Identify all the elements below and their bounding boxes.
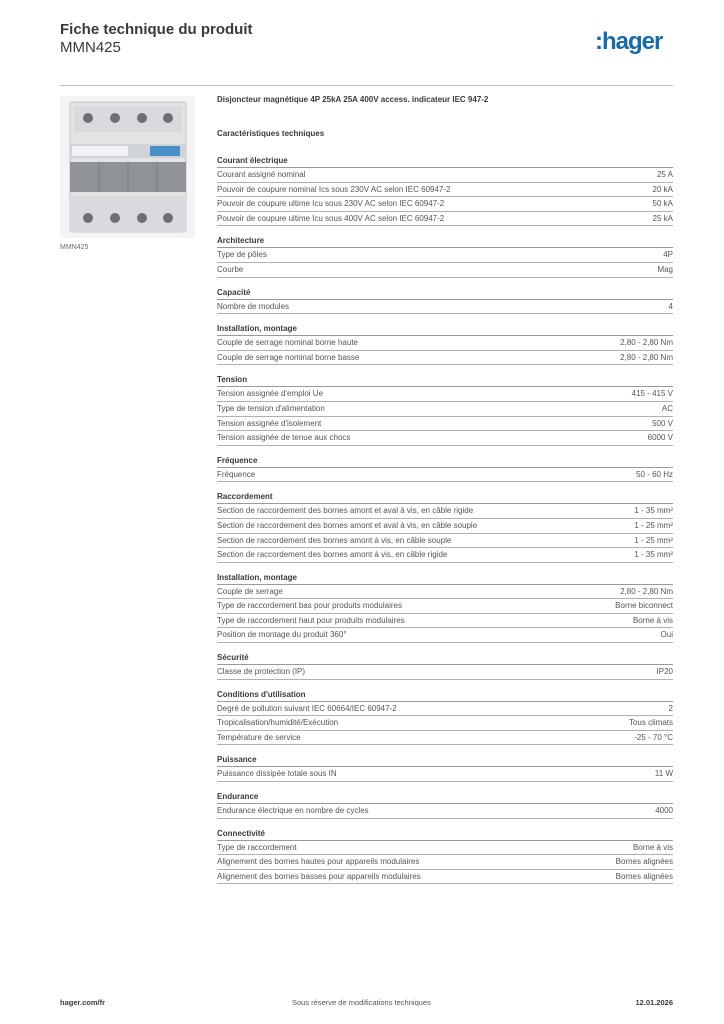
spec-row — [217, 804, 673, 819]
spec-value: Tous climats — [628, 718, 673, 728]
section-title: Fréquence — [217, 455, 673, 468]
spec-row — [217, 183, 673, 198]
spec-label: Alignement des bornes hautes pour appareils modulaires — [217, 857, 420, 867]
spec-value: 2,80 - 2,80 Nm — [620, 586, 673, 596]
section-title: Tension — [217, 374, 673, 387]
spec-label: Température de service — [217, 732, 301, 742]
section-title: Connectivité — [217, 828, 673, 841]
spec-section — [217, 323, 673, 365]
spec-value: Bornes alignées — [615, 857, 673, 867]
footer-date: 12.01.2026 — [635, 998, 673, 1007]
spec-value: 1 - 25 mm² — [634, 535, 673, 545]
footer-disclaimer: Sous réserve de modifications techniques — [292, 998, 431, 1007]
spec-label: Degré de pollution suivant IEC 60664/IEC 60947-2 — [217, 703, 397, 713]
spec-label: Alignement des bornes basses pour appareils modulaires — [217, 871, 421, 881]
spec-value: 2,80 - 2,80 Nm — [620, 352, 673, 362]
spec-row — [217, 468, 673, 483]
spec-row — [217, 870, 673, 885]
logo-text: :hager — [595, 28, 663, 55]
spec-label: Position de montage du produit 360° — [217, 630, 347, 640]
section-title: Puissance — [217, 754, 673, 767]
spec-row — [217, 431, 673, 446]
spec-row — [217, 197, 673, 212]
hager-logo — [595, 27, 675, 57]
spec-label: Type de pôles — [217, 250, 267, 260]
spec-section — [217, 235, 673, 277]
spec-row — [217, 504, 673, 519]
spec-row — [217, 212, 673, 227]
spec-label: Nombre de modules — [217, 301, 290, 311]
spec-label: Section de raccordement des bornes amont et aval à vis, en câble rigide — [217, 506, 474, 516]
spec-row — [217, 599, 673, 614]
spec-value: Borne à vis — [632, 842, 673, 852]
product-reference: MMN425 — [60, 39, 121, 56]
spec-label: Type de tension d'alimentation — [217, 403, 325, 413]
spec-row — [217, 300, 673, 315]
spec-row — [217, 336, 673, 351]
spec-value: AC — [661, 403, 673, 413]
spec-row — [217, 387, 673, 402]
spec-value: 4P — [663, 250, 673, 260]
spec-row — [217, 614, 673, 629]
section-title: Installation, montage — [217, 323, 673, 336]
spec-value: Bornes alignées — [615, 871, 673, 881]
spec-row — [217, 402, 673, 417]
spec-label: Tension assignée d'isolement — [217, 418, 322, 428]
spec-value: 1 - 35 mm² — [634, 550, 673, 560]
spec-label: Couple de serrage nominal borne basse — [217, 352, 360, 362]
spec-section — [217, 652, 673, 680]
spec-label: Fréquence — [217, 469, 256, 479]
spec-label: Section de raccordement des bornes amont et aval à vis, en câble souple — [217, 520, 478, 530]
spec-value: -25 - 70 °C — [634, 732, 673, 742]
spec-section — [217, 791, 673, 819]
spec-label: Tension assignée de tenue aux chocs — [217, 433, 351, 443]
product-image — [60, 96, 195, 238]
spec-label: Puissance dissipée totale sous IN — [217, 769, 337, 779]
spec-row — [217, 519, 673, 534]
spec-value: 500 V — [652, 418, 673, 428]
spec-row — [217, 841, 673, 856]
spec-value: 1 - 35 mm² — [634, 506, 673, 516]
spec-section — [217, 455, 673, 483]
spec-value: Borne à vis — [632, 615, 673, 625]
spec-section — [217, 491, 673, 562]
spec-row — [217, 628, 673, 643]
spec-section — [217, 287, 673, 315]
spec-section — [217, 155, 673, 226]
section-title: Raccordement — [217, 491, 673, 504]
spec-row — [217, 585, 673, 600]
spec-value: IP20 — [656, 667, 673, 677]
spec-label: Couple de serrage nominal borne haute — [217, 338, 358, 348]
product-description: Disjoncteur magnétique 4P 25kA 25A 400V access. indicateur IEC 947-2 — [217, 95, 489, 104]
spec-value: Mag — [657, 264, 673, 274]
spec-label: Couple de serrage — [217, 586, 283, 596]
spec-value: 25 kA — [652, 213, 673, 223]
spec-section — [217, 689, 673, 746]
section-title: Installation, montage — [217, 572, 673, 585]
document-header — [60, 21, 253, 57]
section-title: Sécurité — [217, 652, 673, 665]
section-title: Endurance — [217, 791, 673, 804]
header-divider — [60, 85, 673, 86]
spec-value: 415 - 415 V — [631, 389, 673, 399]
spec-sections — [217, 155, 673, 884]
spec-label: Pouvoir de coupure ultime Icu sous 400V AC selon IEC 60947-2 — [217, 213, 445, 223]
spec-value: Borne biconnect — [615, 601, 673, 611]
image-caption: MMN425 — [60, 244, 89, 251]
spec-label: Type de raccordement bas pour produits modulaires — [217, 601, 402, 611]
spec-row — [217, 351, 673, 366]
spec-label: Type de raccordement — [217, 842, 297, 852]
spec-value: 2,80 - 2,80 Nm — [620, 338, 673, 348]
spec-value: 1 - 25 mm² — [634, 520, 673, 530]
spec-label: Classe de protection (IP) — [217, 667, 306, 677]
spec-row — [217, 855, 673, 870]
spec-section — [217, 572, 673, 643]
spec-label: Pouvoir de coupure nominal Ics sous 230V AC selon IEC 60947-2 — [217, 184, 451, 194]
spec-row — [217, 263, 673, 278]
spec-value: 25 A — [656, 170, 673, 179]
spec-value: 4000 — [655, 806, 673, 816]
document-title: Fiche technique du produit — [60, 21, 253, 38]
spec-section — [217, 754, 673, 782]
spec-label: Endurance électrique en nombre de cycles — [217, 806, 369, 816]
spec-row — [217, 665, 673, 680]
spec-value: 11 W — [654, 769, 673, 779]
section-title: Courant électrique — [217, 155, 673, 168]
spec-label: Section de raccordement des bornes amont à vis, en câble souple — [217, 535, 452, 545]
spec-label: Tension assignée d'emploi Ue — [217, 389, 324, 399]
spec-row — [217, 417, 673, 432]
spec-value: 20 kA — [652, 184, 673, 194]
spec-label: Section de raccordement des bornes amont à vis, en câble rigide — [217, 550, 448, 560]
spec-label: Tropicalisation/humidité/Exécution — [217, 718, 339, 728]
spec-label: Courbe — [217, 264, 244, 274]
spec-label: Courant assigné nominal — [217, 170, 306, 179]
spec-value: 2 — [668, 703, 673, 713]
spec-value: 50 - 60 Hz — [636, 469, 673, 479]
footer-website: hager.com/fr — [60, 998, 106, 1007]
spec-value: 4 — [668, 301, 673, 311]
spec-row — [217, 767, 673, 782]
spec-value: 50 kA — [652, 199, 673, 209]
spec-row — [217, 702, 673, 717]
spec-value: 6000 V — [647, 433, 673, 443]
spec-row — [217, 548, 673, 563]
section-title: Architecture — [217, 235, 673, 248]
spec-row — [217, 716, 673, 731]
spec-value: Oui — [660, 630, 673, 640]
spec-section — [217, 828, 673, 885]
tech-specs-title: Caractéristiques techniques — [217, 129, 325, 138]
spec-label: Type de raccordement haut pour produits modulaires — [217, 615, 405, 625]
spec-row — [217, 248, 673, 263]
spec-section — [217, 374, 673, 445]
section-title: Conditions d'utilisation — [217, 689, 673, 702]
spec-content — [217, 94, 673, 893]
section-title: Capacité — [217, 287, 673, 300]
spec-label: Pouvoir de coupure ultime Icu sous 230V AC selon IEC 60947-2 — [217, 199, 445, 209]
spec-row — [217, 168, 673, 183]
spec-row — [217, 731, 673, 746]
spec-row — [217, 534, 673, 549]
